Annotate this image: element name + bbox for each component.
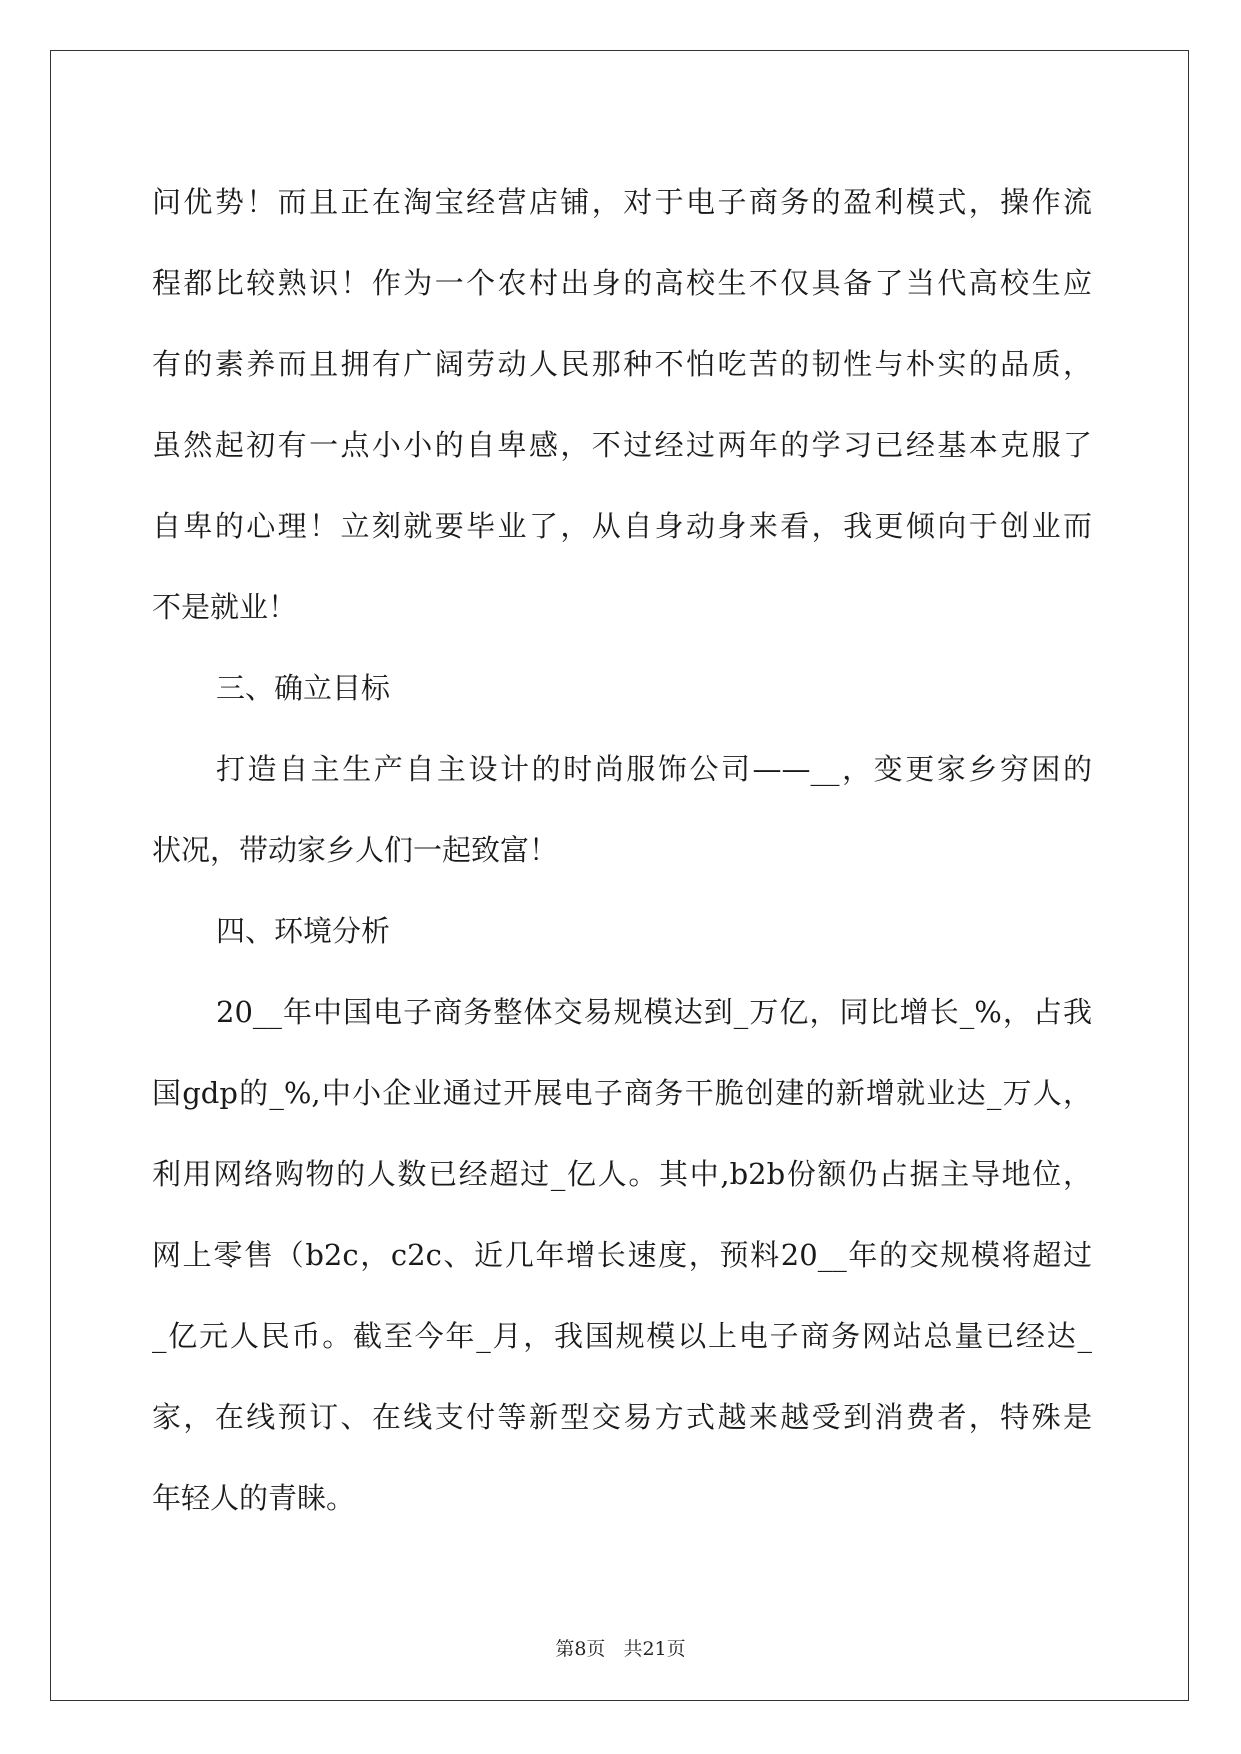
text-line (152, 486, 1092, 567)
text-line-content: 虽然起初有一点小小的自卑感，不过经过两年的学习已经基本克服了 (152, 428, 1092, 462)
page-footer (0, 1634, 1241, 1661)
text-line-content: 问优势！而且正在淘宝经营店铺，对于电子商务的盈利模式，操作流 (152, 185, 1092, 219)
text-line-content: 不是就业！ (152, 590, 298, 624)
document-body (152, 162, 1092, 1539)
page-number: 第8页 (555, 1638, 606, 1660)
text-line (152, 972, 1092, 1053)
text-line-content: 20__年中国电子商务整体交易规模达到_万亿，同比增长_%，占我 (216, 995, 1092, 1029)
text-line (152, 1458, 1092, 1539)
text-line (152, 1134, 1092, 1215)
text-line-content: 家，在线预订、在线支付等新型交易方式越来越受到消费者，特殊是 (152, 1400, 1092, 1434)
text-line-content: 国gdp的_%,中小企业通过开展电子商务干脆创建的新增就业达_万人， (152, 1076, 1092, 1110)
text-line-content: 四、环境分析 (216, 914, 391, 948)
text-line (152, 567, 1092, 648)
text-line-content: 状况，带动家乡人们一起致富！ (152, 833, 559, 867)
text-line (152, 891, 1092, 972)
text-line (152, 243, 1092, 324)
text-line (152, 324, 1092, 405)
text-line (152, 405, 1092, 486)
text-line (152, 1053, 1092, 1134)
text-line-content: _亿元人民币。截至今年_月，我国规模以上电子商务网站总量已经达_ (152, 1319, 1092, 1353)
text-line-content: 有的素养而且拥有广阔劳动人民那种不怕吃苦的韧性与朴实的品质， (152, 347, 1092, 381)
text-line-content: 打造自主生产自主设计的时尚服饰公司——__，变更家乡穷困的 (216, 752, 1092, 786)
text-line (152, 1377, 1092, 1458)
text-line-content: 自卑的心理！立刻就要毕业了，从自身动身来看，我更倾向于创业而 (152, 509, 1092, 543)
page-total: 共21页 (623, 1638, 686, 1660)
text-line-content: 网上零售（b2c，c2c、近几年增长速度，预料20__年的交规模将超过 (152, 1238, 1092, 1272)
text-line (152, 1215, 1092, 1296)
text-line-content: 程都比较熟识！作为一个农村出身的高校生不仅具备了当代高校生应 (152, 266, 1092, 300)
text-line (152, 162, 1092, 243)
text-line-content: 利用网络购物的人数已经超过_亿人。其中,b2b份额仍占据主导地位， (152, 1157, 1092, 1191)
text-line-content: 三、确立目标 (216, 671, 391, 705)
text-line (152, 729, 1092, 810)
text-line-content: 年轻人的青睐。 (152, 1481, 356, 1515)
text-line (152, 1296, 1092, 1377)
text-line (152, 648, 1092, 729)
text-line (152, 810, 1092, 891)
